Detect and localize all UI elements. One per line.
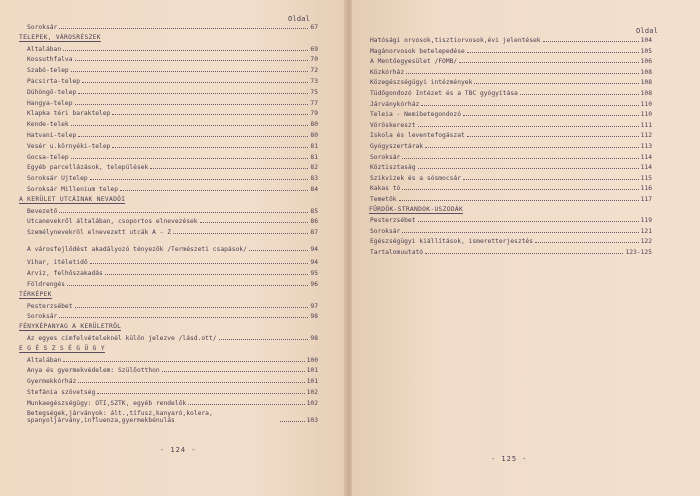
dot-leader (67, 285, 308, 286)
toc-page-number: 94 (310, 246, 318, 253)
toc-entry-label: Gocsa-telep (27, 153, 69, 161)
toc-entry[interactable] (370, 47, 652, 55)
toc-entry[interactable] (27, 66, 318, 74)
toc-entry[interactable] (27, 258, 318, 266)
toc-page-number: 108 (640, 79, 652, 87)
dot-leader (71, 125, 309, 126)
toc-page-number: 112 (640, 132, 652, 140)
toc-entry-label: Szikvizek és a sósmocsár (370, 174, 461, 182)
toc-entry-label: Szabó-telep (27, 67, 69, 75)
toc-page-number: 119 (640, 217, 652, 225)
toc-entry-label: Pacsirta-telep (27, 78, 81, 85)
toc-page-number: 102 (306, 389, 318, 397)
toc-page-number: 69 (310, 45, 318, 53)
dot-leader (75, 60, 309, 61)
toc-entry[interactable] (27, 23, 318, 31)
toc-entry[interactable] (370, 153, 652, 161)
dot-leader (75, 104, 309, 105)
toc-entry[interactable] (370, 142, 652, 150)
dot-leader (59, 317, 308, 318)
dot-leader (535, 242, 639, 243)
toc-page-number: 113 (640, 143, 652, 150)
dot-leader (543, 41, 639, 42)
toc-entry[interactable] (27, 399, 318, 407)
toc-page-number: 86 (310, 218, 318, 226)
toc-entry[interactable] (27, 269, 318, 277)
toc-entry[interactable] (27, 174, 318, 182)
toc-entry-label: Klapka téri baraktelep (27, 110, 111, 118)
toc-page-number: 110 (640, 100, 652, 108)
toc-entry[interactable] (27, 163, 318, 171)
toc-page-number: 101 (306, 367, 318, 375)
toc-page-number: 81 (310, 142, 318, 150)
toc-page-number: 87 (310, 229, 318, 237)
toc-entry[interactable] (27, 207, 318, 215)
toc-entry-label: Dühöngő-telep (27, 88, 77, 96)
toc-entry[interactable] (370, 78, 652, 86)
section-heading (19, 323, 121, 330)
toc-page-number: 79 (310, 110, 318, 118)
section-heading-label: TÉRKÉPEK (19, 290, 52, 298)
toc-page-number: 103 (306, 416, 318, 424)
left-column-header: Oldal (288, 15, 311, 23)
toc-entry-label: Vihar, itéletidő (27, 259, 88, 267)
toc-entry-label: Árvíz, felhőszakadás (27, 270, 103, 278)
dot-leader (425, 253, 623, 254)
toc-page-number: 111 (640, 121, 652, 129)
dot-leader (162, 371, 305, 372)
toc-page-number: 116 (640, 185, 652, 193)
toc-entry-label: Soroksár (27, 313, 58, 321)
dot-leader (418, 221, 639, 222)
toc-entry-label: Magánorvosok betelepedése (370, 47, 465, 55)
toc-entry-label: Pesterzsébet (27, 302, 73, 310)
toc-entry[interactable] (370, 184, 652, 192)
toc-entry[interactable] (27, 312, 318, 320)
toc-page-number: 110 (640, 111, 652, 119)
toc-entry[interactable] (370, 89, 652, 97)
toc-page-number: 122 (640, 238, 652, 246)
toc-entry[interactable] (370, 121, 652, 129)
toc-entry[interactable] (27, 388, 318, 396)
right-page-number: - 125 - (491, 455, 528, 463)
toc-page-number: 102 (306, 399, 318, 407)
toc-entry-label: Járványkórház (370, 100, 420, 108)
dot-leader (173, 233, 308, 234)
toc-entry-label: Személynevekről elnevezett utcák A - Z (27, 229, 172, 237)
dot-leader (82, 82, 308, 83)
toc-page-number: 80 (310, 121, 318, 129)
toc-entry[interactable] (27, 377, 318, 385)
toc-page-number: 96 (310, 281, 318, 289)
toc-entry-label: Bevezető (27, 207, 58, 215)
toc-entry[interactable] (27, 366, 318, 374)
dot-leader (78, 93, 308, 94)
dot-leader (280, 421, 305, 422)
section-heading (19, 34, 101, 41)
dot-leader (90, 179, 309, 180)
toc-page-number: 81 (310, 153, 318, 161)
toc-page-number: 104 (640, 37, 652, 44)
toc-entry[interactable] (370, 36, 652, 44)
toc-entry-label: Közkórház (370, 68, 405, 76)
dot-leader (78, 136, 308, 137)
dot-leader (402, 158, 638, 159)
dot-leader (459, 62, 638, 63)
toc-page-number: 105 (640, 47, 652, 55)
dot-leader (467, 136, 639, 137)
toc-page-number: 77 (310, 99, 318, 107)
toc-entry[interactable] (370, 100, 652, 108)
toc-entry[interactable] (27, 109, 318, 117)
toc-page-number: 115 (640, 174, 652, 182)
toc-entry[interactable] (27, 239, 318, 253)
toc-entry[interactable] (27, 131, 318, 139)
dot-leader (463, 115, 639, 116)
toc-page-number: 95 (310, 270, 318, 278)
dot-leader (59, 212, 308, 213)
dot-leader (249, 250, 309, 251)
dot-leader (97, 393, 304, 394)
dot-leader (112, 114, 308, 115)
toc-page-number: 67 (310, 24, 318, 31)
toc-entry-label: Anya és gyermekvédelem: Szülőotthon (27, 367, 160, 375)
toc-entry-label: A Mentőegyesület /FŐMB/ (370, 58, 458, 66)
toc-entry-label: Tartalomuutató (370, 249, 424, 256)
dot-leader (406, 73, 639, 74)
toc-page-number: 97 (310, 302, 318, 310)
section-heading-label: FÜRDŐK-STRANDOK-USZODÁK (369, 205, 464, 213)
left-page-number: - 124 - (160, 446, 197, 454)
toc-entry-label: Soroksár (370, 153, 401, 161)
section-heading (19, 345, 105, 352)
section-heading-label: E G É S Z S É G Ü G Y (19, 344, 105, 352)
toc-entry[interactable] (27, 356, 318, 364)
dot-leader (188, 404, 304, 405)
toc-page-number: 82 (310, 164, 318, 172)
toc-entry[interactable] (27, 228, 318, 236)
toc-entry[interactable] (27, 410, 318, 424)
toc-page-number: 114 (640, 164, 652, 172)
toc-page-number: 84 (310, 186, 318, 193)
toc-entry[interactable] (370, 68, 652, 76)
toc-entry-label: Kakas tó (370, 185, 401, 193)
toc-entry-label: Gyógyszertárak (370, 143, 424, 150)
toc-entry-label: Általában (27, 356, 62, 364)
dot-leader (200, 222, 309, 223)
dot-leader (63, 361, 305, 362)
toc-entry[interactable] (370, 163, 652, 171)
toc-entry[interactable] (27, 280, 318, 288)
toc-entry[interactable] (27, 55, 318, 63)
toc-entry-label: Köztisztaság (370, 164, 416, 172)
toc-entry-label: Temetők (370, 196, 397, 203)
toc-page-number: 121 (640, 227, 652, 235)
toc-page-number: 108 (640, 68, 652, 76)
dot-leader (402, 232, 638, 233)
toc-entry[interactable] (370, 110, 652, 118)
toc-entry[interactable] (27, 217, 318, 225)
toc-entry[interactable] (27, 120, 318, 128)
toc-entry-label: Stefánia szövetség (27, 389, 96, 397)
section-heading (19, 196, 125, 203)
toc-entry-label: Teleia - Nemibetegondozó (370, 111, 461, 119)
right-column-header: Oldal (636, 27, 659, 35)
dot-leader (399, 200, 639, 201)
toc-page-number: 85 (310, 207, 318, 215)
dot-leader (520, 94, 639, 95)
toc-entry-label: Utcanevekről általában, csoportos elnevezések (27, 218, 198, 226)
toc-entry[interactable] (370, 248, 652, 256)
dot-leader (402, 189, 638, 190)
toc-page-number: 114 (640, 153, 652, 161)
toc-entry-label: Gyermekkórház (27, 378, 77, 386)
dot-leader (219, 339, 309, 340)
toc-page-number: 117 (640, 196, 652, 203)
dot-leader (59, 28, 308, 29)
toc-page-number: 80 (310, 132, 318, 139)
toc-entry-label: Az egyes címfelvételeknél külön jelezve /lásd.ott/ (27, 335, 217, 343)
toc-entry-label: Általában (27, 45, 62, 53)
toc-page-number: 100 (306, 356, 318, 364)
toc-entry[interactable] (370, 174, 652, 182)
toc-entry[interactable] (27, 334, 318, 342)
toc-page-number: 123-125 (625, 249, 652, 256)
toc-entry-label: Egészségügyi kiállítások, ismeretterjesztés (370, 238, 534, 246)
dot-leader (105, 274, 309, 275)
toc-entry[interactable] (370, 195, 652, 203)
toc-page-number: 72 (310, 67, 318, 75)
section-heading-label: FÉNYKÉPANYAG A KERÜLETRŐL (19, 323, 122, 331)
toc-entry-label: Hatvani-telep (27, 132, 77, 139)
toc-entry[interactable] (27, 153, 318, 161)
dot-leader (112, 147, 308, 148)
section-heading-label: A KERÜLET UTCÁINAK NEVADÓI (19, 195, 126, 203)
dot-leader (71, 158, 309, 159)
toc-entry-label: Egyéb parcellázások, települések (27, 164, 149, 172)
toc-page-number: 106 (640, 58, 652, 66)
toc-page-number: 83 (310, 175, 318, 183)
dot-leader (150, 168, 308, 169)
toc-page-number: 98 (310, 313, 318, 321)
toc-entry[interactable] (27, 142, 318, 150)
toc-entry-label: Kossuthfalva (27, 56, 73, 64)
toc-entry-label: Soroksár Millenium telep (27, 186, 118, 193)
toc-page-number: 70 (310, 56, 318, 64)
dot-leader (63, 50, 308, 51)
toc-entry[interactable] (27, 99, 318, 107)
toc-entry-label: Pesterzsébet (370, 217, 416, 225)
toc-entry-label: Iskola és leventefogászat (370, 132, 465, 140)
section-heading (19, 291, 52, 298)
toc-entry[interactable] (370, 57, 652, 65)
toc-page-number: 75 (310, 88, 318, 96)
toc-entry-label: Kende-telek (27, 121, 69, 129)
dot-leader (425, 147, 639, 148)
dot-leader (421, 105, 638, 106)
toc-entry-label: Hangya-telep (27, 99, 73, 107)
toc-entry-label: A városfejlődést akadályozó tényezők /Természeti csapások/ (27, 246, 247, 253)
toc-entry-label: Hatósági orvosok,tisztiorvosok,évi jelentések (370, 37, 541, 44)
toc-entry-label: Soroksár (370, 227, 401, 235)
section-heading-label: TELEPEK, VÁROSRÉSZEK (19, 33, 101, 41)
toc-entry[interactable] (27, 45, 318, 53)
toc-entry[interactable] (27, 185, 318, 193)
toc-page-number: 73 (310, 78, 318, 85)
dot-leader (120, 190, 308, 191)
toc-entry[interactable] (370, 216, 652, 224)
toc-entry-label: Földrengés (27, 281, 65, 289)
toc-entry-label: Munkaegészségügy: OTI,SZTK, egyéb rendelők (27, 399, 187, 407)
section-heading (369, 206, 463, 213)
dot-leader (474, 83, 638, 84)
toc-entry[interactable] (27, 77, 318, 85)
dot-leader (418, 126, 639, 127)
toc-entry-label: Közegészségügyi intézmények (370, 79, 473, 87)
dot-leader (463, 179, 639, 180)
dot-leader (418, 168, 639, 169)
toc-entry[interactable] (370, 237, 652, 245)
toc-page-number: 108 (640, 90, 652, 97)
dot-leader (467, 52, 639, 53)
toc-entry[interactable] (27, 88, 318, 96)
toc-entry[interactable] (27, 302, 318, 310)
toc-page-number: 101 (306, 378, 318, 386)
toc-entry-label: Vöröskereszt (370, 121, 416, 129)
dot-leader (78, 382, 304, 383)
toc-page-number: 98 (310, 335, 318, 343)
dot-leader (71, 71, 309, 72)
toc-entry-label: Betegségek,járványok: ált.,tífusz,kanyaró,kolera, spanyoljárvány,influenza,gyermekbénulás (27, 409, 213, 424)
toc-entry-label: Tüdőgondozó Intézet és a TBC gyógyítása (370, 90, 518, 97)
toc-entry[interactable] (370, 227, 652, 235)
dot-leader (75, 307, 309, 308)
toc-page-number: 94 (310, 259, 318, 267)
toc-entry-label: Soroksár (27, 24, 58, 31)
dot-leader (90, 263, 309, 264)
toc-entry-label: Soroksár Újtelep (27, 175, 88, 183)
toc-entry-label: Vesér u.környéki-telep (27, 142, 111, 150)
toc-entry[interactable] (370, 131, 652, 139)
